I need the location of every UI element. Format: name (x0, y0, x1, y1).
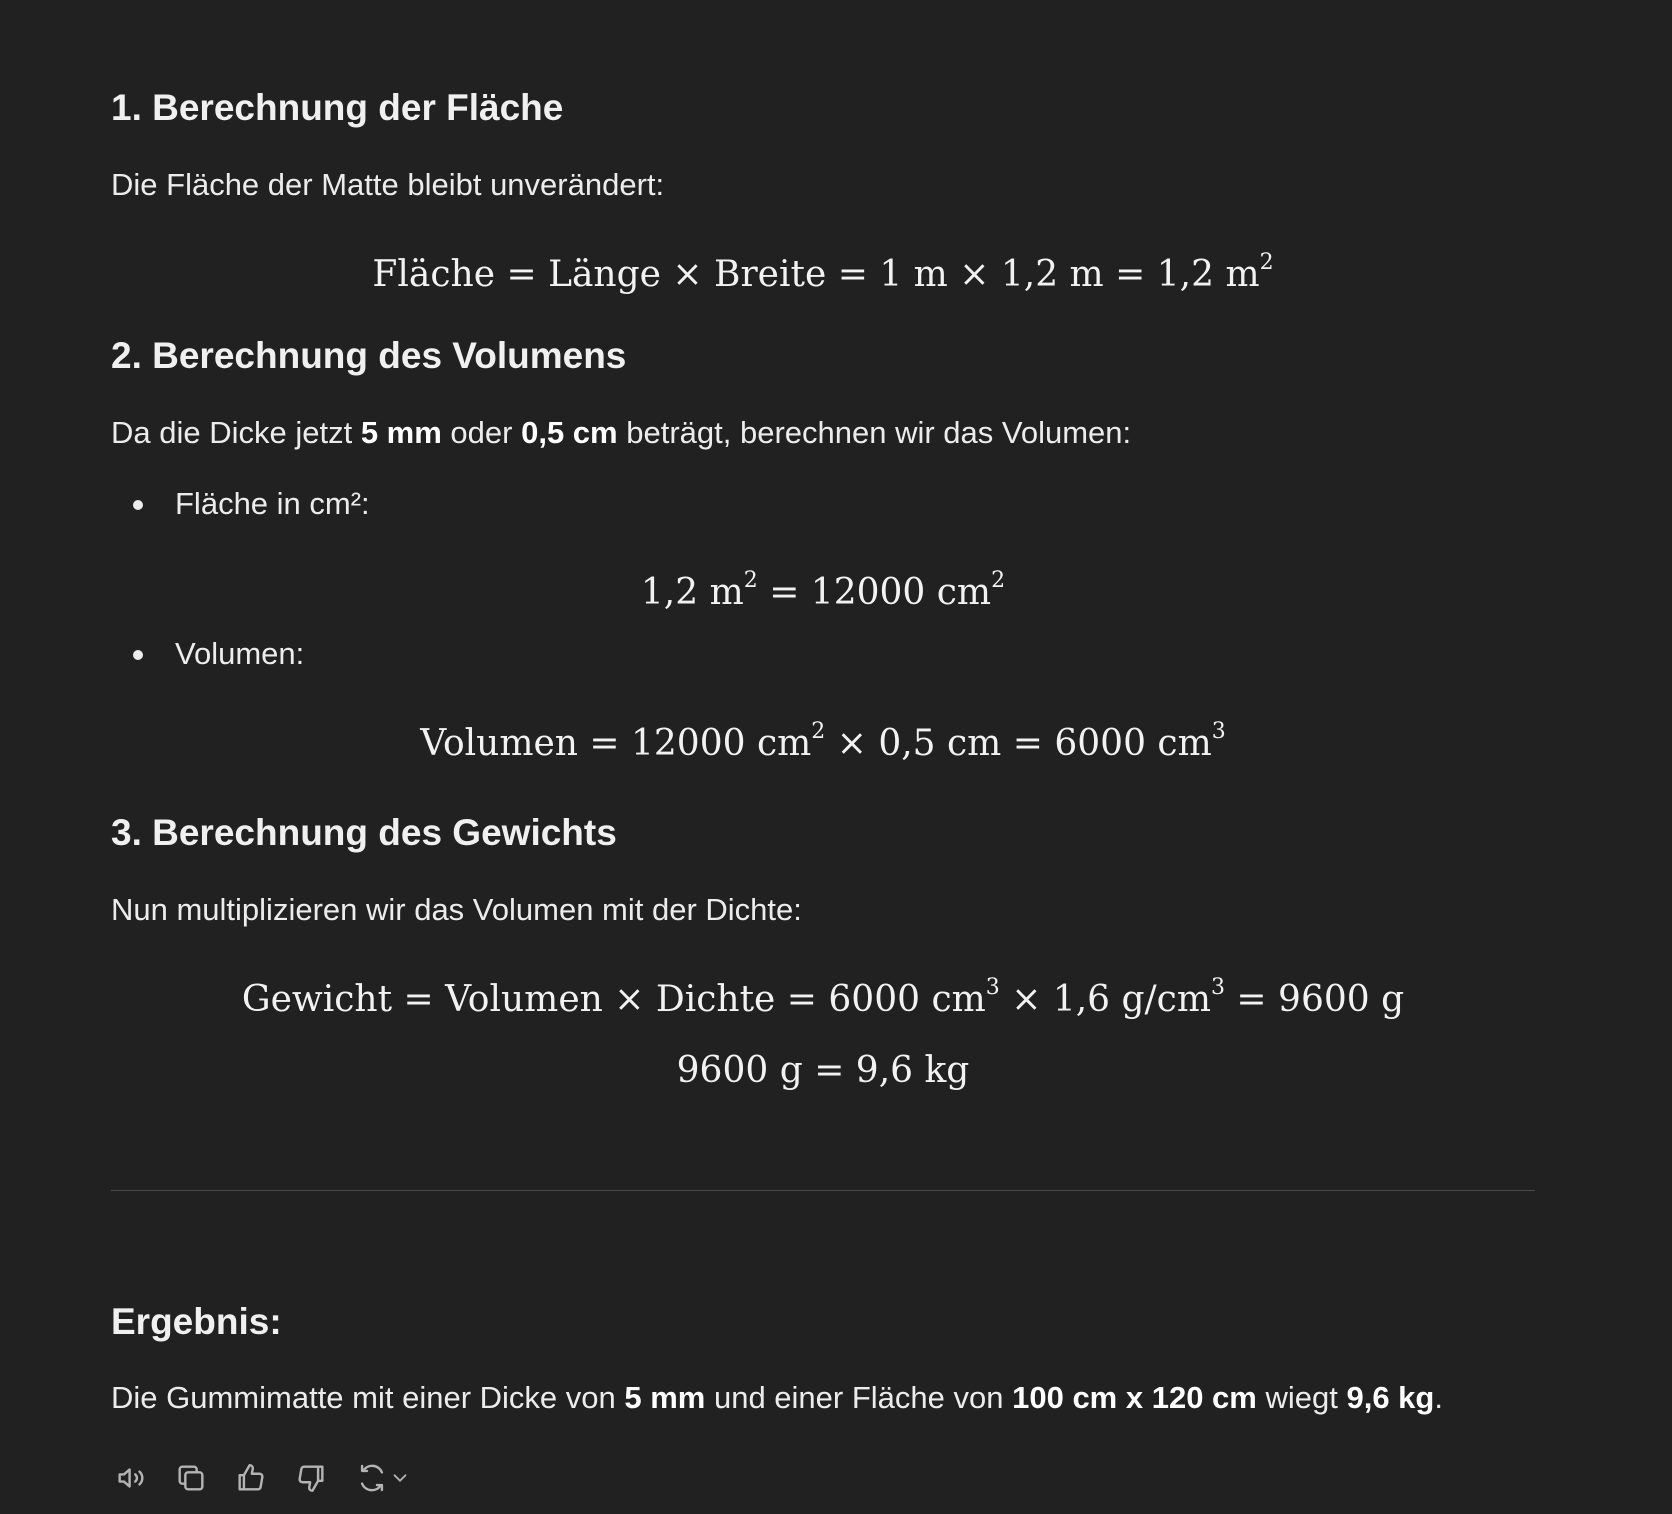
regenerate-icon (355, 1461, 389, 1495)
volume-intro (111, 413, 1131, 453)
area-formula-lhs: Fläche (372, 254, 496, 295)
thumbs-down-button[interactable] (291, 1458, 331, 1498)
section-heading-weight: 3. Berechnung des Gewichts (111, 812, 617, 853)
speaker-icon (114, 1461, 148, 1495)
section-heading-area: 1. Berechnung der Fläche (111, 87, 564, 128)
formula-exponent: 3 (1211, 719, 1226, 744)
result-prefix: Die Gummimatte mit einer Dicke von (111, 1380, 625, 1415)
thumbs-down-icon (294, 1461, 328, 1495)
result-mid2: wiegt (1256, 1380, 1347, 1415)
volume-intro-mid: oder (441, 415, 522, 450)
read-aloud-button[interactable] (111, 1458, 151, 1498)
formula-exponent: 2 (811, 719, 826, 744)
area-conversion-formula (111, 560, 1535, 618)
weight-intro: Nun multiplizieren wir das Volumen mit der Dichte: (111, 892, 802, 927)
section-heading-volume: 2. Berechnung des Volumens (111, 335, 627, 376)
thumbs-up-icon (234, 1461, 268, 1495)
volume-formula (111, 711, 1535, 769)
weight-conversion-formula: 9600 g = 9,6 kg (676, 1050, 970, 1091)
area-formula-rhs: = Länge × Breite = 1 m × 1,2 m = 1,2 m (495, 254, 1260, 295)
divider (111, 1190, 1535, 1191)
result-dimensions: 100 cm x 120 cm (1012, 1380, 1257, 1415)
formula-exponent: 2 (743, 568, 758, 593)
area-intro: Die Fläche der Matte bleibt unverändert: (111, 167, 665, 202)
copy-icon (174, 1461, 208, 1495)
result-mid: und einer Fläche von (705, 1380, 1013, 1415)
formula-part: Volumen = 12000 cm (420, 723, 812, 764)
result-weight: 9,6 kg (1346, 1380, 1435, 1415)
volume-intro-prefix: Da die Dicke jetzt (111, 415, 361, 450)
formula-exponent: 2 (991, 568, 1006, 593)
regenerate-button[interactable] (351, 1458, 415, 1498)
volume-intro-suffix: beträgt, berechnen wir das Volumen: (617, 415, 1132, 450)
result-heading: Ergebnis: (111, 1301, 282, 1342)
formula-part: × 0,5 cm = 6000 cm (825, 723, 1212, 764)
bullet-volume: Volumen: (175, 636, 305, 671)
chevron-down-icon (389, 1467, 411, 1489)
message-actions (111, 1458, 415, 1498)
volume-intro-thickness-mm: 5 mm (360, 415, 442, 450)
bullet-area-cm2: Fläche in cm²: (175, 486, 370, 521)
copy-button[interactable] (171, 1458, 211, 1498)
formula-part: Gewicht = Volumen × Dichte = 6000 cm (241, 979, 986, 1020)
result-text (111, 1378, 1443, 1418)
volume-intro-thickness-cm: 0,5 cm (521, 415, 618, 450)
area-formula-exponent: 2 (1259, 250, 1274, 275)
result-thickness: 5 mm (624, 1380, 706, 1415)
formula-part: = 9600 g (1224, 979, 1405, 1020)
bullet-marker (133, 500, 143, 510)
formula-exponent: 3 (985, 975, 1000, 1000)
area-formula (111, 242, 1535, 300)
thumbs-up-button[interactable] (231, 1458, 271, 1498)
formula-part: 1,2 m (640, 572, 744, 613)
bullet-marker (133, 650, 143, 660)
formula-exponent: 3 (1210, 975, 1225, 1000)
formula-part: = 12000 cm (757, 572, 992, 613)
result-suffix: . (1434, 1380, 1443, 1415)
formula-part: × 1,6 g/cm (999, 979, 1211, 1020)
weight-formula (111, 967, 1535, 1025)
